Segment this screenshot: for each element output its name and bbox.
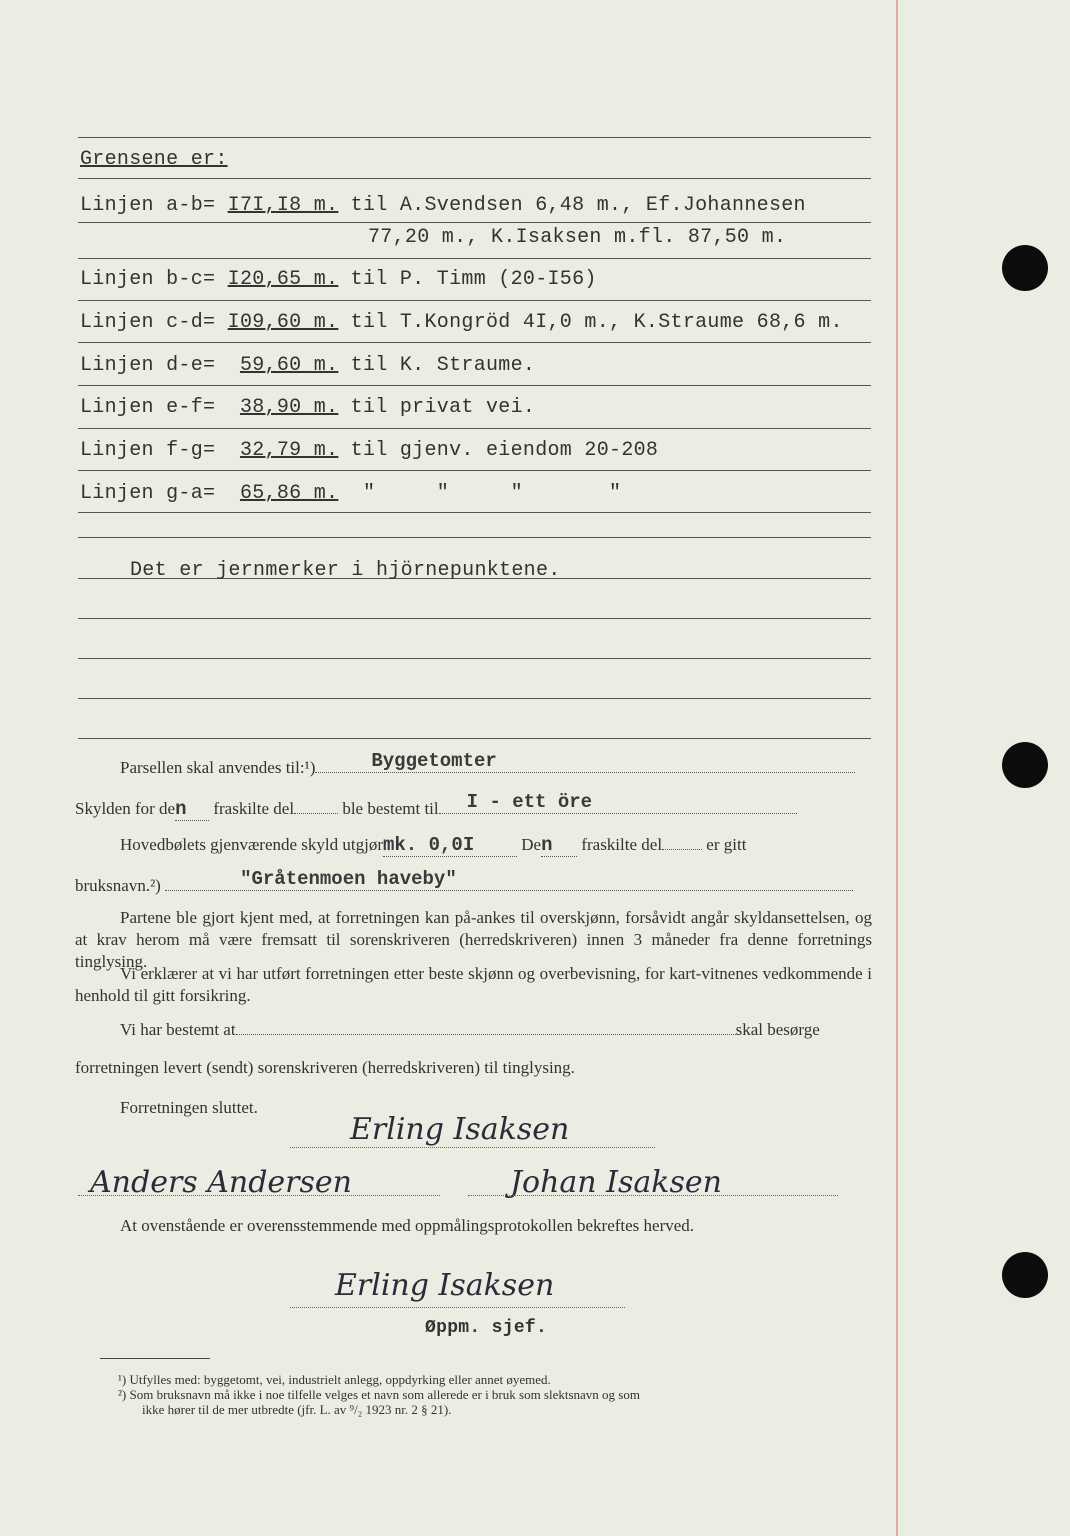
appeal-paragraph: Partene ble gjort kjent med, at forretningen kan på-ankes til overskjønn, forsåvidt angår skyldansettelsen, og at krav herom må være fremsatt til sorenskriveren (herredskriveren) innen 3 måneder fra denne forretnings tinglysing. [75,908,872,971]
hoved-n: n [541,834,553,856]
line-length: 59,60 m. [239,354,339,377]
levert-text: forretningen levert (sendt) sorenskriveren (herredskriveren) til tinglysing. [75,1058,575,1077]
boundary-line [80,482,621,505]
line-text: " " " " [362,482,622,505]
signature: Anders Andersen [90,1165,352,1200]
signature: Erling Isaksen [335,1268,555,1303]
besorge-label: skal besørge [735,1020,820,1039]
boundary-line [80,439,658,462]
punch-hole [1002,245,1048,291]
line-text: til gjenv. eiendom 20-208 [350,439,659,462]
footnote-1: ¹) Utfylles med: byggetomt, vei, industrielt anlegg, oppdyrking eller annet øyemed. [118,1372,551,1387]
rule [78,222,871,223]
footnote-2: ²) Som bruksnavn må ikke i noe tilfelle velges et navn som allerede er i bruk som slektsnavn og som [118,1387,640,1402]
rule [78,537,871,538]
boundary-line [80,194,806,217]
boundary-line [80,311,843,334]
line-text: til privat vei. [350,396,536,419]
parsell-field [120,750,855,778]
line-length: 32,79 m. [239,439,339,462]
line-label: Linjen c-d= [80,311,216,334]
rule [78,618,871,619]
rule [78,258,871,259]
skyld-label: Skylden for de [75,799,176,818]
sluttet-text: Forretningen sluttet. [120,1098,258,1117]
signature-line [290,1307,625,1308]
line-text: til A.Svendsen 6,48 m., Ef.Johannesen [350,194,806,217]
rule [78,738,871,739]
skyld-value: I - ett öre [466,791,593,813]
bestemt-field [120,1020,820,1040]
hoved-fraskilte: fraskilte del [581,835,663,854]
bruksnavn-value: "Gråtenmoen haveby" [240,868,457,890]
line-label: Linjen e-f= [80,396,216,419]
line-text: til P. Timm (20-I56) [350,268,597,291]
line-length: I09,60 m. [227,311,339,334]
line-label: Linjen a-b= [80,194,216,217]
skyld-n: n [175,798,187,820]
iron-marks-note: Det er jernmerker i hjörnepunktene. [130,559,561,582]
signature: Johan Isaksen [510,1165,722,1200]
rule [78,512,871,513]
hoved-de: De [521,835,542,854]
hoved-label: Hovedbølets gjenværende skyld utgjør [120,835,383,854]
rule [78,385,871,386]
punch-hole [1002,742,1048,788]
bruksnavn-field [75,868,853,896]
rule [78,137,871,138]
rule [78,178,871,179]
skyld-label: ble bestemt til [342,799,439,818]
rule [78,300,871,301]
skyld-field [75,791,797,821]
line-length: I7I,I8 m. [227,194,339,217]
boundary-line-cont: 77,20 m., K.Isaksen m.fl. 87,50 m. [368,226,787,249]
parsell-label: Parsellen skal anvendes til:¹) [120,758,316,777]
line-label: Linjen d-e= [80,354,216,377]
line-label: Linjen f-g= [80,439,216,462]
footnote-2-cont: ikke hører til de mer utbredte (jfr. L. av ⁹/₂ 1923 nr. 2 § 21). [142,1402,452,1417]
margin-line [896,0,898,1536]
rule [78,470,871,471]
signature-line [78,1195,440,1196]
footnote-rule [100,1358,210,1359]
parsell-value: Byggetomter [371,750,497,772]
line-length: I20,65 m. [227,268,339,291]
hoved-gitt: er gitt [706,835,747,854]
rule [78,658,871,659]
boundary-line [80,268,597,291]
skyld-label: fraskilte del [213,799,295,818]
line-length: 65,86 m. [239,482,339,505]
boundary-line [80,354,535,377]
rule [78,428,871,429]
confirm-text: At ovenstående er overensstemmende med oppmålingsprotokollen bekreftes herved. [120,1216,695,1235]
hoved-value: mk. 0,0I [383,834,475,856]
declaration-paragraph: Vi erklærer at vi har utført forretningen etter beste skjønn og overbevisning, for kart-vitnenes vedkommende i henhold til gitt forsikring. [75,964,872,1005]
signatory-title: Øppm. sjef. [425,1318,548,1338]
line-length: 38,90 m. [239,396,339,419]
line-label: Linjen g-a= [80,482,216,505]
signature-line [290,1147,655,1148]
punch-hole [1002,1252,1048,1298]
signature-line [468,1195,838,1196]
rule [78,342,871,343]
bruksnavn-label: bruksnavn.²) [75,876,161,895]
line-label: Linjen b-c= [80,268,216,291]
line-text: til K. Straume. [350,354,536,377]
hoved-field [120,834,746,857]
rule [78,698,871,699]
signature: Erling Isaksen [350,1112,570,1147]
boundary-line [80,396,535,419]
line-text: til T.Kongröd 4I,0 m., K.Straume 68,6 m. [350,311,843,334]
bestemt-label: Vi har bestemt at [120,1020,236,1039]
boundaries-heading: Grensene er: [80,148,228,171]
